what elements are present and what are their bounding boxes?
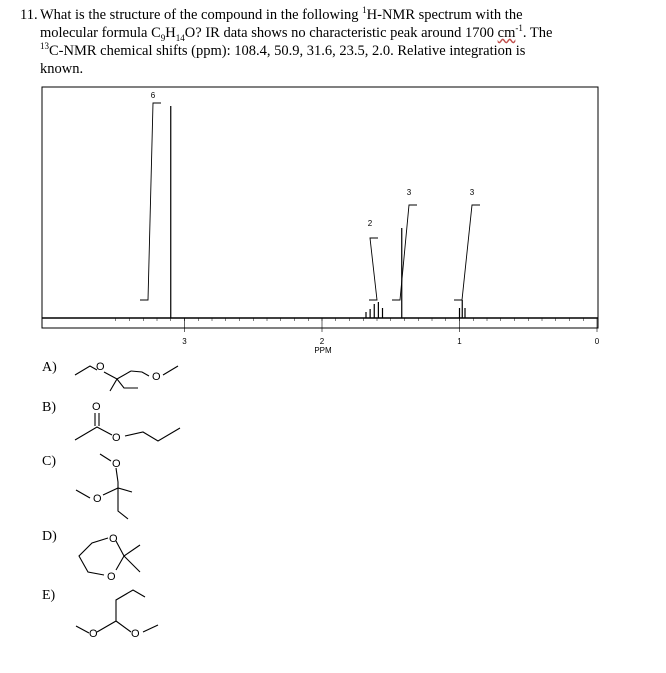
nmr-isotope: 1 xyxy=(362,5,367,16)
wavenumber-unit: cm xyxy=(497,25,516,41)
atom-o: O xyxy=(93,493,102,505)
choice-d-label[interactable]: D) xyxy=(42,529,57,544)
question-line2c: . The xyxy=(522,25,553,41)
c13-isotope: 13 xyxy=(40,41,49,52)
choice-b-label[interactable]: B) xyxy=(42,400,56,415)
x-tick-label-0: 0 xyxy=(594,337,600,346)
formula-h-count: 14 xyxy=(175,32,185,43)
atom-o: O xyxy=(107,571,116,583)
question-line1b: H-NMR spectrum with the xyxy=(366,7,523,23)
atom-o: O xyxy=(112,432,121,444)
integration-label: 3 xyxy=(469,188,475,197)
atom-o: O xyxy=(92,401,101,413)
question-line4: known. xyxy=(40,61,84,77)
x-axis-label: PPM xyxy=(314,346,332,355)
structure-a[interactable] xyxy=(75,361,178,391)
question-line3: C-NMR chemical shifts (ppm): 108.4, 50.9, 31.6, 23.5, 2.0. Relative integration is xyxy=(49,43,526,59)
choice-e-label[interactable]: E) xyxy=(42,588,56,603)
atom-o: O xyxy=(152,371,161,383)
atom-o: O xyxy=(112,458,121,470)
x-tick-label-3: 3 xyxy=(182,337,187,346)
structure-b[interactable] xyxy=(75,401,180,444)
integration-label: 2 xyxy=(367,219,373,228)
wavenumber-exponent: -1 xyxy=(515,23,523,34)
structure-c[interactable] xyxy=(76,454,132,519)
formula-c-count: 9 xyxy=(160,32,166,43)
x-tick-label-1: 1 xyxy=(457,337,462,346)
atom-o: O xyxy=(89,628,98,640)
integration-label: 6 xyxy=(150,91,156,100)
question-line2a: molecular formula C xyxy=(40,25,161,41)
choice-c-label[interactable]: C) xyxy=(42,454,56,469)
atom-o: O xyxy=(96,361,105,373)
integration-label: 3 xyxy=(406,188,412,197)
atom-o: O xyxy=(109,533,118,545)
question-line1a: What is the structure of the compound in the following xyxy=(40,7,363,23)
question-number: 11. xyxy=(20,7,38,23)
formula-h: H xyxy=(165,25,176,41)
atom-o: O xyxy=(131,628,140,640)
choice-a-label[interactable]: A) xyxy=(42,360,57,375)
x-tick-label-2: 2 xyxy=(319,337,325,346)
structure-e[interactable] xyxy=(76,590,158,640)
structure-d[interactable] xyxy=(79,533,140,583)
question-line2b: O? IR data shows no characteristic peak around 1700 xyxy=(184,25,498,41)
